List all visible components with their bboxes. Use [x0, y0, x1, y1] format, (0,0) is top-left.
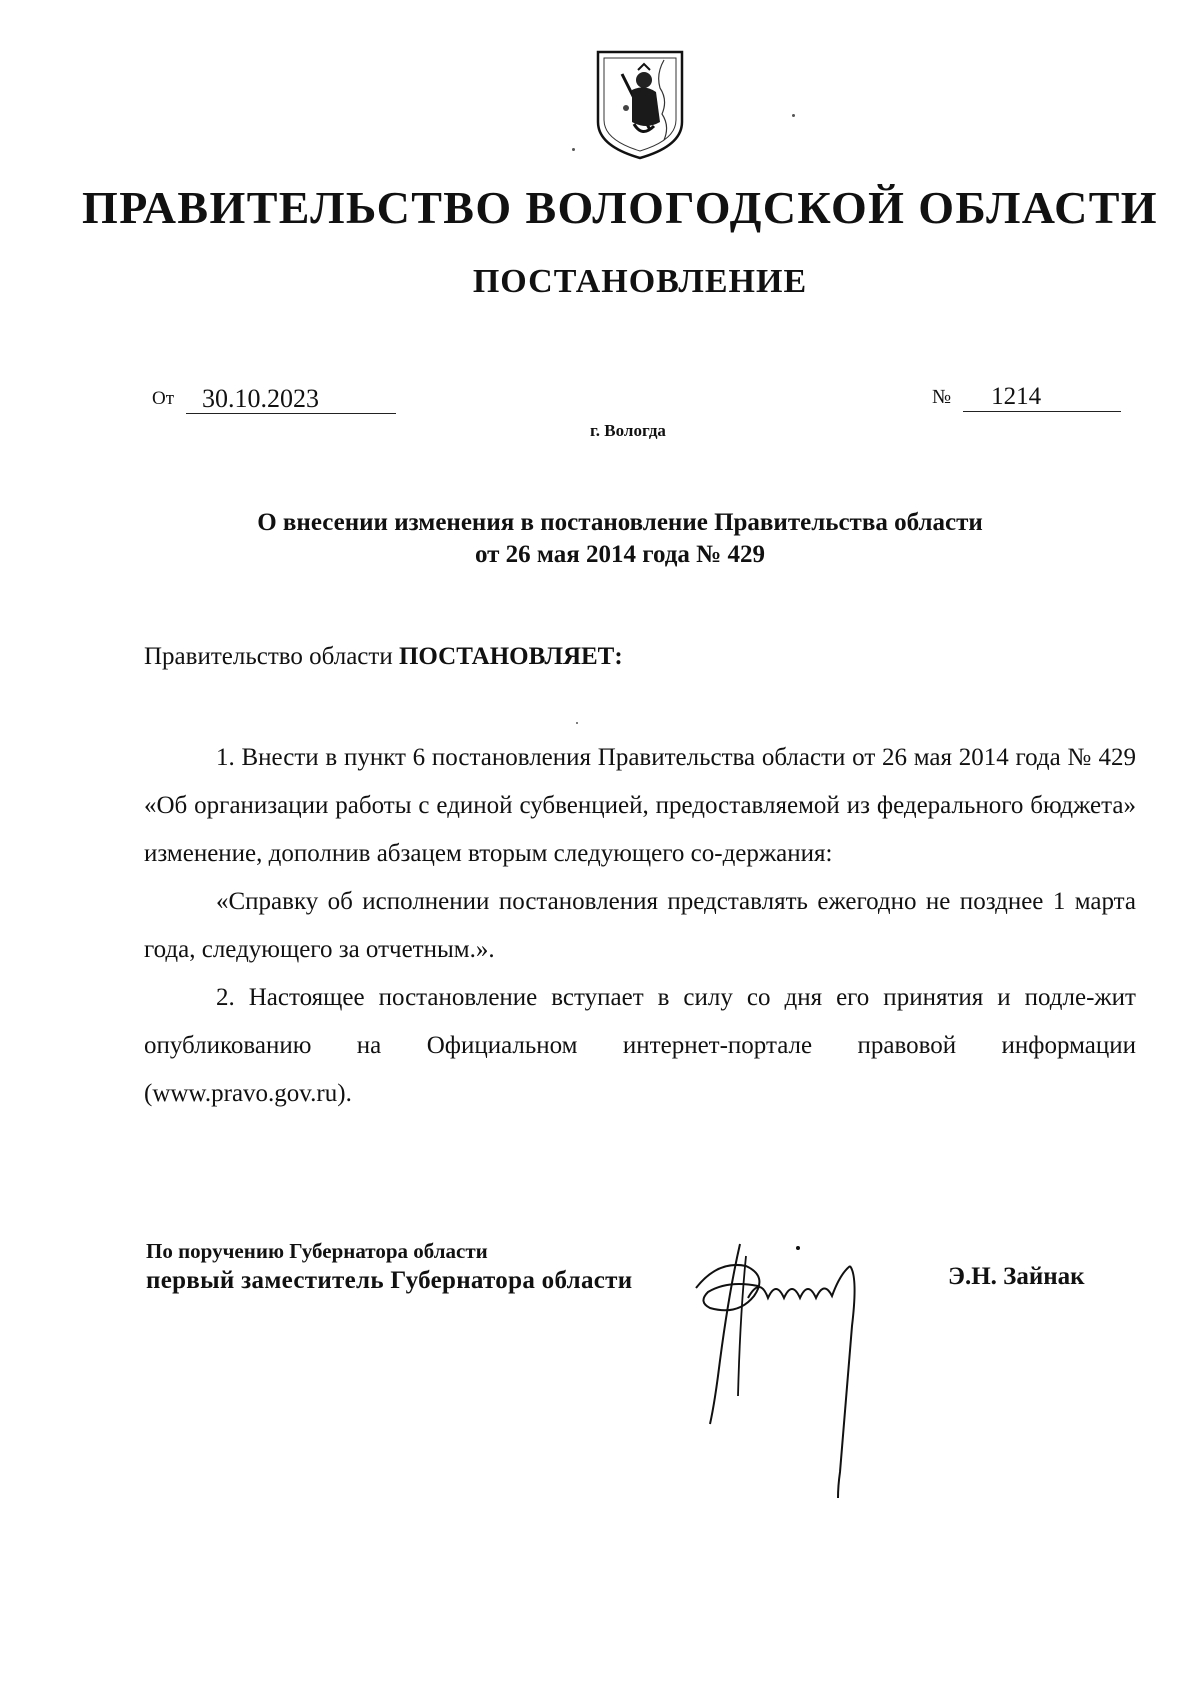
document-subject	[0, 507, 1200, 571]
document-body	[144, 734, 1136, 1118]
signatory-line-1: По поручению Губернатора области	[146, 1239, 488, 1263]
coat-of-arms-icon	[594, 48, 686, 162]
preamble-verb: ПОСТАНОВЛЯЕТ:	[398, 643, 623, 670]
scan-speck	[576, 722, 578, 724]
subject-line-2: от 26 мая 2014 года № 429	[474, 541, 766, 568]
subject-line-1: О внесении изменения в постановление Правительства области	[257, 509, 983, 536]
paragraph-1: 1. Внести в пункт 6 постановления Правительства области от 26 мая 2014 года № 429 «Об организации работы с единой субвенцией, предоставляемой из федерального бюджета» изменение, дополнив абзацем вторым следующего со-держания:	[144, 744, 1136, 867]
number-prefix: №	[932, 386, 952, 408]
preamble	[144, 640, 623, 674]
paragraph-3: 2. Настоящее постановление вступает в силу со дня его принятия и подле-жит опубликованию на Официальном интернет-портале правовой информации (www.pravo.gov.ru).	[144, 984, 1136, 1107]
city: г. Вологда	[590, 421, 666, 440]
scan-speck	[792, 114, 795, 117]
date-value: 30.10.2023	[186, 385, 396, 414]
signer-name: Э.Н. Зайнак	[948, 1263, 1085, 1290]
preamble-lead: Правительство области	[144, 643, 393, 670]
signatory-position	[146, 1236, 632, 1296]
scan-speck	[572, 148, 575, 151]
paragraph-2: «Справку об исполнении постановления представлять ежегодно не позднее 1 марта года, следующего за отчетным.».	[144, 888, 1136, 963]
document-type: ПОСТАНОВЛЕНИЕ	[472, 263, 808, 300]
date-prefix: От	[152, 388, 175, 409]
organization-title: ПРАВИТЕЛЬСТВО ВОЛОГОДСКОЙ ОБЛАСТИ	[82, 182, 1158, 233]
signatory-line-2: первый заместитель Губернатора области	[146, 1267, 633, 1294]
number-value: 1214	[963, 383, 1121, 412]
document-number	[932, 382, 1121, 412]
handwritten-signature	[688, 1236, 928, 1506]
document-date	[152, 384, 396, 414]
